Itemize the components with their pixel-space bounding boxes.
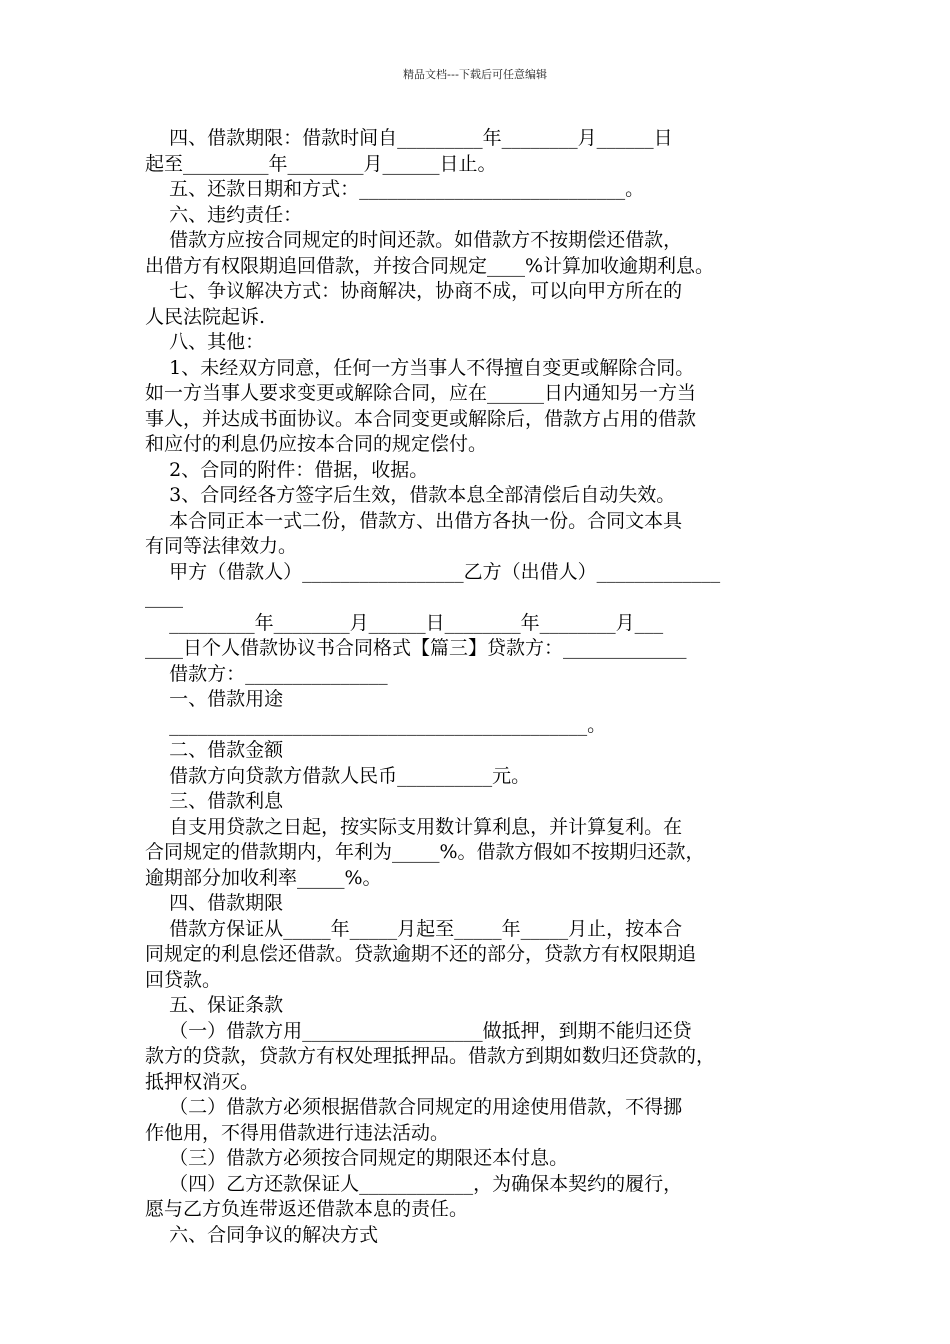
text-line: 有同等法律效力。 xyxy=(145,535,298,557)
text-line: 出借方有权限期追回借款，并按合同规定____%计算加收逾期利息。 xyxy=(145,254,715,277)
text-line: 同规定的利息偿还借款。贷款逾期不还的部分，贷款方有权限期追 xyxy=(145,943,697,965)
text-line: ____________________________________________。 xyxy=(145,713,607,736)
text-line: ____日个人借款协议书合同格式【篇三】贷款方：_____________ xyxy=(145,637,687,659)
text-line: 八、其他： xyxy=(145,331,265,353)
text-line: 六、违约责任： xyxy=(145,203,303,226)
text-line: （二）借款方必须根据借款合同规定的用途使用借款，不得挪 xyxy=(145,1096,683,1118)
text-line: （四）乙方还款保证人____________，为确保本契约的履行， xyxy=(145,1172,683,1195)
text-line: 愿与乙方负连带返还借款本息的责任。 xyxy=(145,1198,469,1220)
text-line: 六、合同争议的解决方式 xyxy=(145,1223,379,1246)
text-line: 起至_________年________月______日止。 xyxy=(145,152,497,175)
text-line: 七、争议解决方式：协商解决，协商不成，可以向甲方所在的 xyxy=(145,280,683,302)
text-line: 借款方：_______________ xyxy=(145,662,388,685)
text-line: 本合同正本一式二份，借款方、出借方各执一份。合同文本具 xyxy=(145,509,683,532)
text-line: 3、合同经各方签字后生效，借款本息全部清偿后自动失效。 xyxy=(145,484,676,506)
text-line: 四、借款期限 xyxy=(145,892,284,914)
text-line: ____ xyxy=(145,586,183,608)
text-line: 如一方当事人要求变更或解除合同，应在______日内通知另一方当 xyxy=(145,382,697,404)
text-line: 自支用贷款之日起，按实际支用数计算利息，并计算复利。在 xyxy=(145,815,683,838)
text-line: 五、保证条款 xyxy=(145,994,284,1016)
text-line: 二、借款金额 xyxy=(145,739,284,761)
page-header: 精品文档---下载后可任意编辑 xyxy=(403,68,547,81)
text-line: 1、未经双方同意，任何一方当事人不得擅自变更或解除合同。 xyxy=(145,356,695,379)
text-line: 回贷款。 xyxy=(145,968,222,991)
text-line: 四、借款期限：借款时间自_________年________月______日 xyxy=(145,127,673,149)
text-line: 逾期部分加收利率_____%。 xyxy=(145,866,382,889)
text-line: 五、还款日期和方式：____________________________。 xyxy=(145,178,645,200)
text-line: 甲方（借款人）_________________乙方（出借人）_____________ xyxy=(145,560,721,583)
text-line: 人民法院起诉. xyxy=(145,305,266,328)
text-line: 作他用，不得用借款进行违法活动。 xyxy=(145,1121,450,1144)
text-line: 借款方保证从_____年_____月起至_____年_____月止，按本合 xyxy=(145,917,683,940)
text-line: 借款方应按合同规定的时间还款。如借款方不按期偿还借款， xyxy=(145,229,683,251)
text-line: _________年________月______日________年________月___ xyxy=(145,611,664,634)
text-line: 和应付的利息仍应按本合同的规定偿付。 xyxy=(145,433,488,455)
text-line: 事人，并达成书面协议。本合同变更或解除后，借款方占用的借款 xyxy=(145,407,697,430)
text-line: 合同规定的借款期内，年利为_____%。借款方假如不按期归还款， xyxy=(145,841,705,863)
text-line: 款方的贷款，贷款方有权处理抵押品。借款方到期如数归还贷款的， xyxy=(145,1045,716,1067)
text-line: （一）借款方用___________________做抵押，到期不能归还贷 xyxy=(145,1019,692,1042)
text-line: 2、合同的附件：借据，收据。 xyxy=(145,458,429,481)
text-line: 一、借款用途 xyxy=(145,688,284,710)
text-line: （三）借款方必须按合同规定的期限还本付息。 xyxy=(145,1147,569,1169)
text-line: 三、借款利息 xyxy=(145,790,284,812)
text-line: 借款方向贷款方借款人民币__________元。 xyxy=(145,764,531,787)
text-line: 抵押权消灭。 xyxy=(145,1070,260,1093)
